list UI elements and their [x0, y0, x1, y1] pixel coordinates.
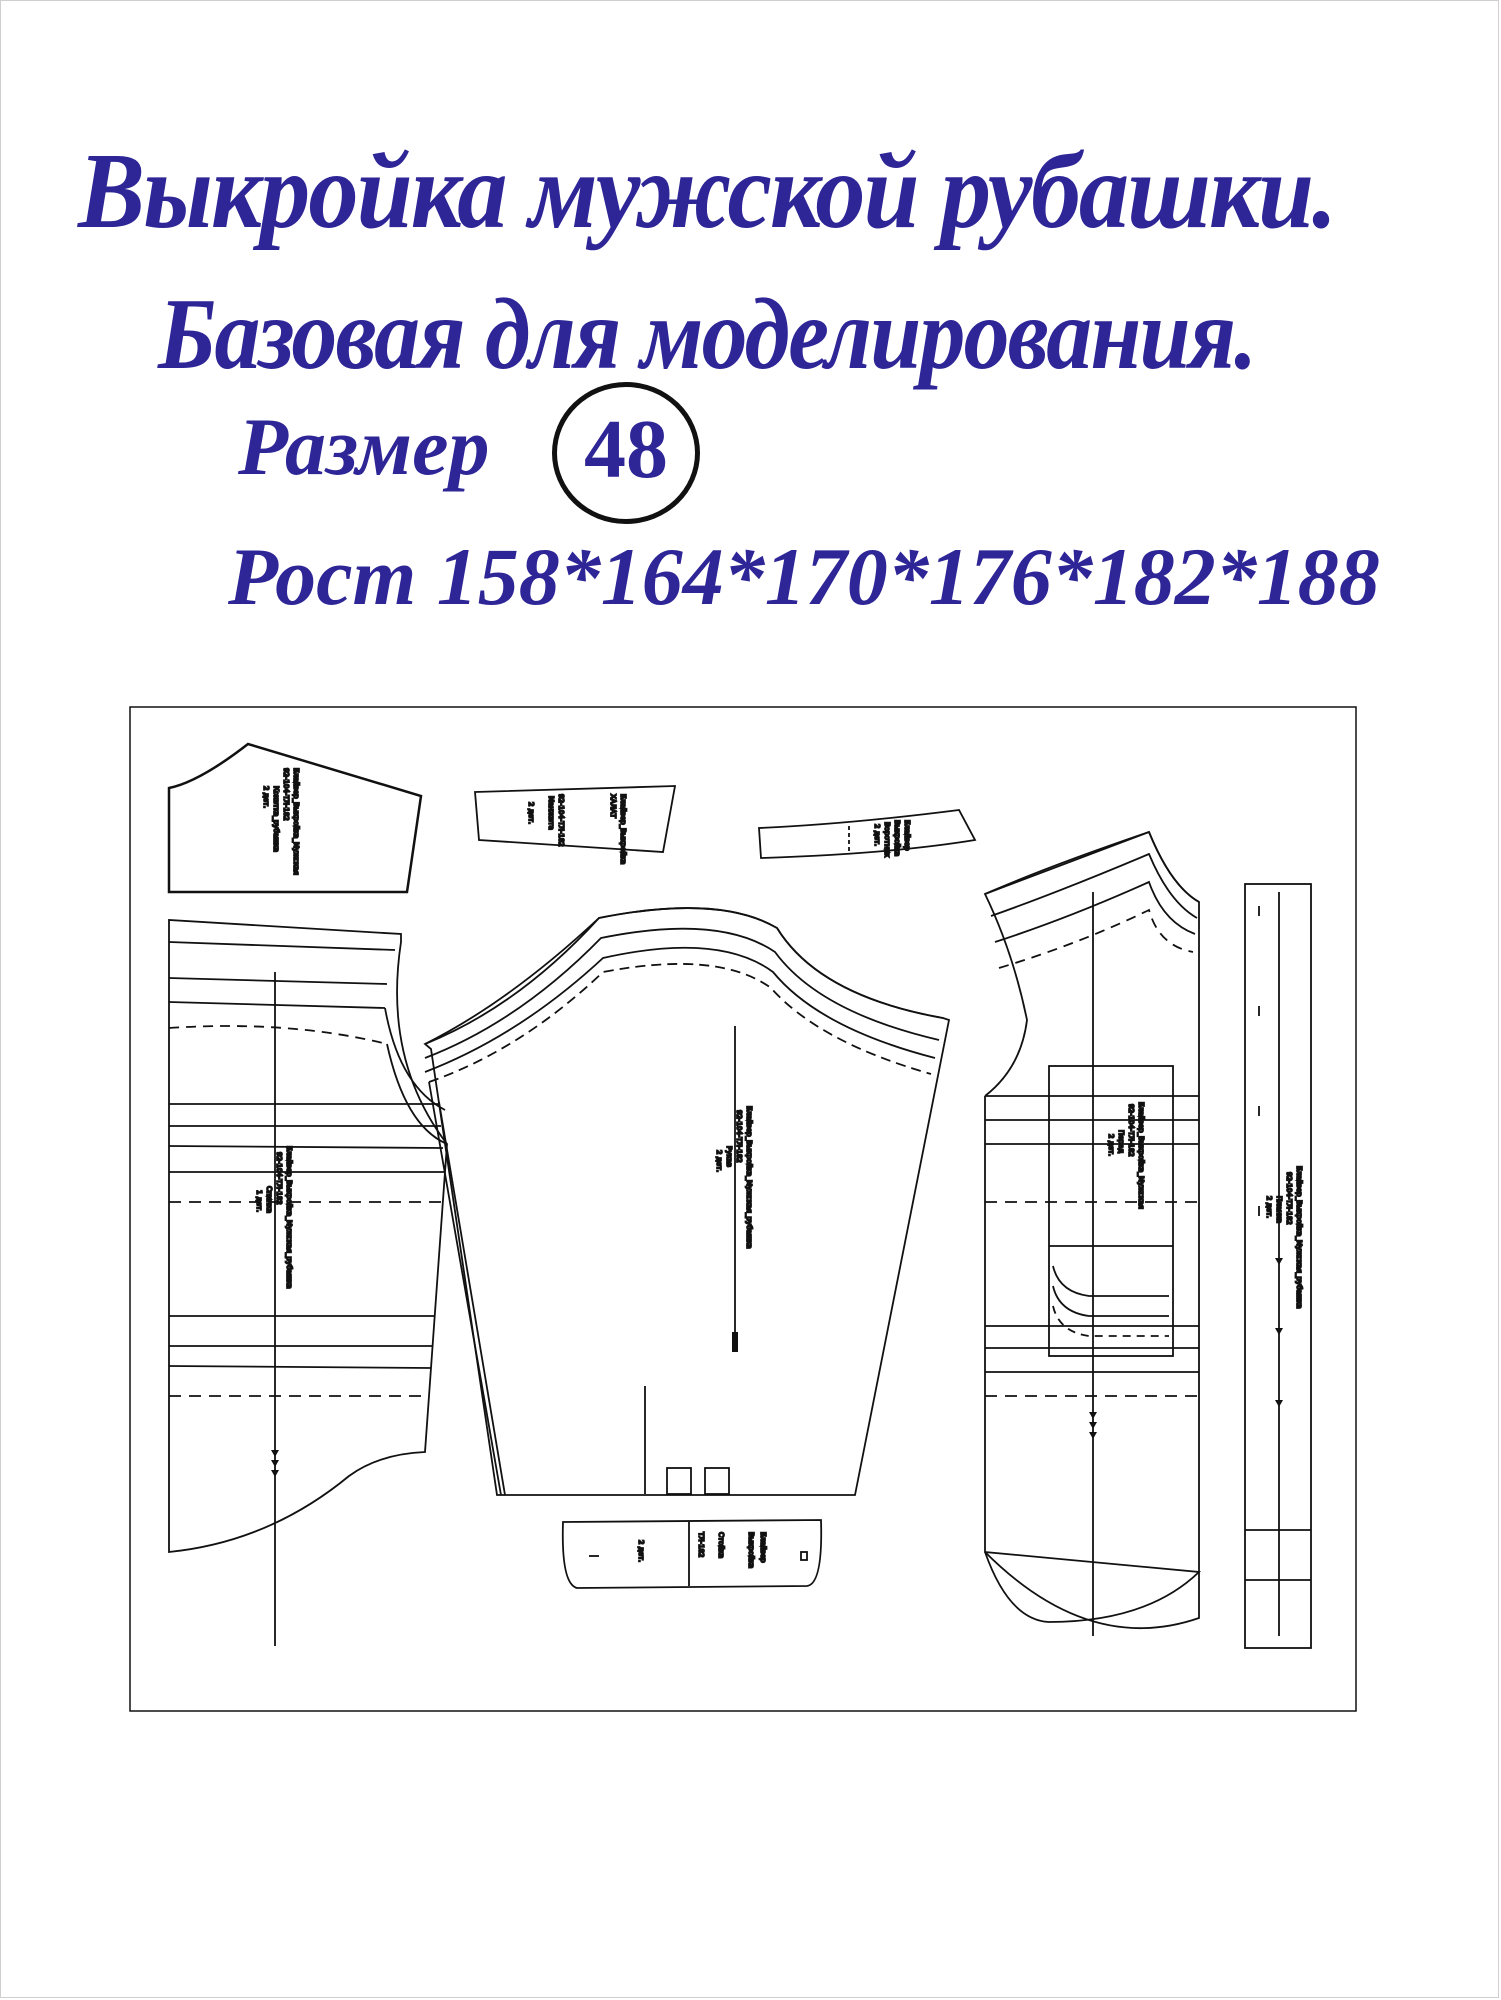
cuff-label-3: 92-104-ТЛ-182 — [557, 794, 565, 847]
back-label-4: 1 дет. — [255, 1190, 263, 1213]
front-label-3: Перед — [1117, 1130, 1125, 1154]
title-line-1: Выкройка мужской рубашки. — [78, 132, 1336, 251]
yoke-label-1: Блайзер_Выкройка_Мужская — [292, 768, 300, 876]
back-label-3: Спинка — [265, 1186, 273, 1214]
sleeve-piece — [425, 908, 949, 1495]
yoke-piece — [169, 744, 421, 892]
placket-label-1: Блайзер_Выкройка_Мужская_рубашка — [1295, 1166, 1303, 1309]
cuff-label-4: Манжета — [547, 796, 555, 830]
title-line-2: Базовая для моделирования. — [158, 278, 1256, 391]
collar-label-4: 2 дет. — [873, 824, 881, 847]
front-label-1: Блайзер_Выкройка_Мужская — [1137, 1102, 1145, 1210]
stand-label-3: Стойка — [717, 1532, 725, 1559]
size-badge — [552, 382, 700, 524]
placket-label-4: 2 дет. — [1265, 1196, 1273, 1219]
collar-label-1: Блайзер — [903, 820, 911, 851]
front-label-2: 92-104-ТЛ-182 — [1127, 1104, 1135, 1157]
back-piece — [169, 920, 447, 1646]
collar-stand-piece — [563, 1520, 821, 1588]
placket-label-3: Планка — [1275, 1196, 1283, 1224]
size-label: Размер — [238, 401, 490, 492]
pattern-sheet-border — [130, 707, 1356, 1711]
sleeve-label-1: Блайзер_Выкройка_Мужская_рубашка — [745, 1106, 753, 1249]
cuff-label-1: Блайзер_Выкройка — [619, 794, 627, 865]
stand-label-2: Выкройка — [747, 1532, 755, 1569]
cuff-piece — [475, 786, 675, 864]
cuff-label-2: ХАЛАТ — [609, 794, 617, 818]
placket-piece — [1245, 884, 1311, 1648]
height-label: Рост 158*164*170*176*182*188 — [228, 531, 1380, 622]
yoke-label-2: 92-104-ТЛ-182 — [282, 768, 290, 821]
pattern-sheet — [129, 706, 1357, 1712]
cuff-label-5: 2 дет. — [527, 802, 535, 825]
stand-label-5: 2 дет. — [637, 1540, 645, 1563]
sleeve-label-3: Рукав — [725, 1146, 733, 1168]
sleeve-label-4: 2 дет. — [715, 1150, 723, 1173]
back-label-1: Блайзер_Выкройка_Мужская_рубашка — [285, 1146, 293, 1289]
sleeve-label-2: 92-104-ТЛ-182 — [735, 1110, 743, 1163]
size-value: 48 — [584, 403, 668, 496]
front-piece — [985, 832, 1199, 1636]
collar-piece — [759, 810, 975, 858]
stand-label-1: Блайзер — [759, 1532, 767, 1563]
front-label-4: 2 дет. — [1107, 1134, 1115, 1157]
placket-label-2: 92-104-ТЛ-182 — [1285, 1172, 1293, 1225]
collar-label-2: Выкройка — [893, 820, 901, 857]
collar-label-3: Воротник — [883, 822, 891, 858]
back-label-2: 92-104-ТЛ-182 — [275, 1152, 283, 1205]
yoke-label-4: 2 дет. — [262, 786, 270, 809]
stand-label-4: ТЛ-182 — [697, 1532, 705, 1558]
yoke-label-3: Кокетка_рубашка — [272, 786, 280, 852]
